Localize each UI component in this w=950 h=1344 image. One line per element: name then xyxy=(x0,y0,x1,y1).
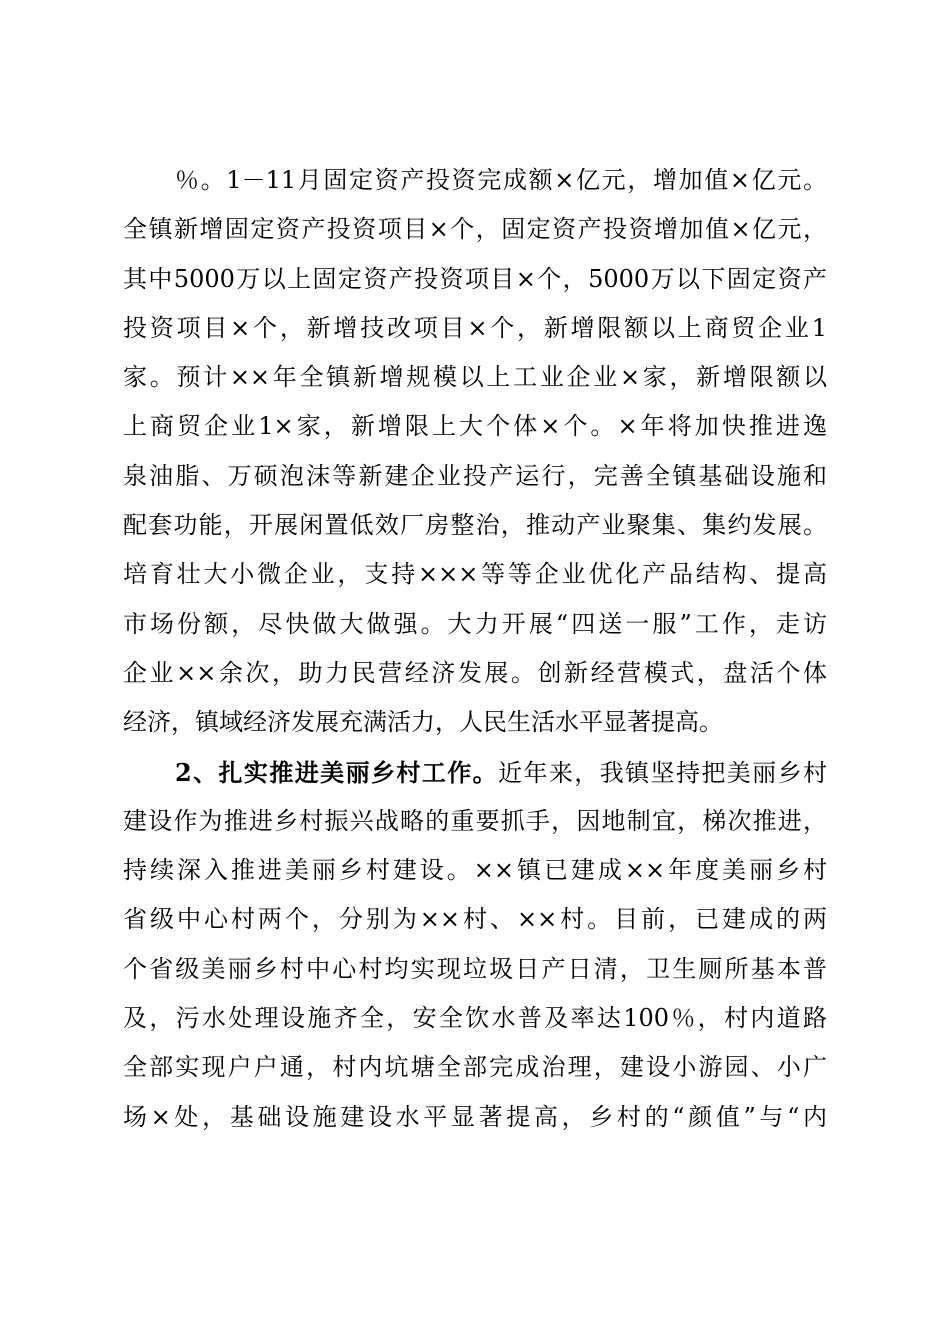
text-line: 其中5000万以上固定资产投资项目×个，5000万以下固定资产 xyxy=(123,264,827,293)
text-line: 持续深入推进美丽乡村建设。××镇已建成××年度美丽乡村 xyxy=(123,856,827,885)
text-line: 建设作为推进乡村振兴战略的重要抓手，因地制宜，梯次推进， xyxy=(123,806,827,835)
text-line: 投资项目×个，新增技改项目×个，新增限额以上商贸企业1 xyxy=(123,313,827,342)
text-line: 全部实现户户通，村内坑塘全部完成治理，建设小游园、小广 xyxy=(123,1053,827,1082)
document-body xyxy=(123,156,827,1142)
text-line: 泉油脂、万硕泡沫等新建企业投产运行，完善全镇基础设施和 xyxy=(123,461,827,490)
text-line: 市场份额，尽快做大做强。大力开展“四送一服”工作，走访 xyxy=(123,609,827,638)
text-line: 配套功能，开展闲置低效厂房整治，推动产业聚集、集约发展。 xyxy=(123,511,827,540)
text-line: 及，污水处理设施齐全，安全饮水普及率达100％，村内道路 xyxy=(123,1004,827,1033)
text-line: 上商贸企业1×家，新增限上大个体×个。×年将加快推进逸 xyxy=(123,412,827,441)
text-line: 全镇新增固定资产投资项目×个，固定资产投资增加值×亿元， xyxy=(123,215,827,244)
text-line: 场×处，基础设施建设水平显著提高，乡村的“颜值”与“内 xyxy=(123,1102,827,1131)
text-line: 培育壮大小微企业，支持×××等等企业优化产品结构、提高 xyxy=(123,560,827,589)
section-intro: 近年来，我镇坚持把美丽乡村 xyxy=(498,758,827,787)
section-heading-line xyxy=(175,748,827,797)
section-heading: 2、扎实推进美丽乡村工作。 xyxy=(175,757,499,787)
text-line: 省级中心村两个，分别为××村、××村。目前，已建成的两 xyxy=(123,905,827,934)
text-line: 个省级美丽乡村中心村均实现垃圾日产日清，卫生厕所基本普 xyxy=(123,954,827,983)
text-line: 经济，镇域经济发展充满活力，人民生活水平显著提高。 xyxy=(123,708,723,737)
text-line: 家。预计××年全镇新增规模以上工业企业×家，新增限额以 xyxy=(123,363,827,392)
text-line: ％。1－11月固定资产投资完成额×亿元，增加值×亿元。 xyxy=(175,166,827,194)
text-line: 企业××余次，助力民营经济发展。创新经营模式，盘活个体 xyxy=(123,658,827,687)
